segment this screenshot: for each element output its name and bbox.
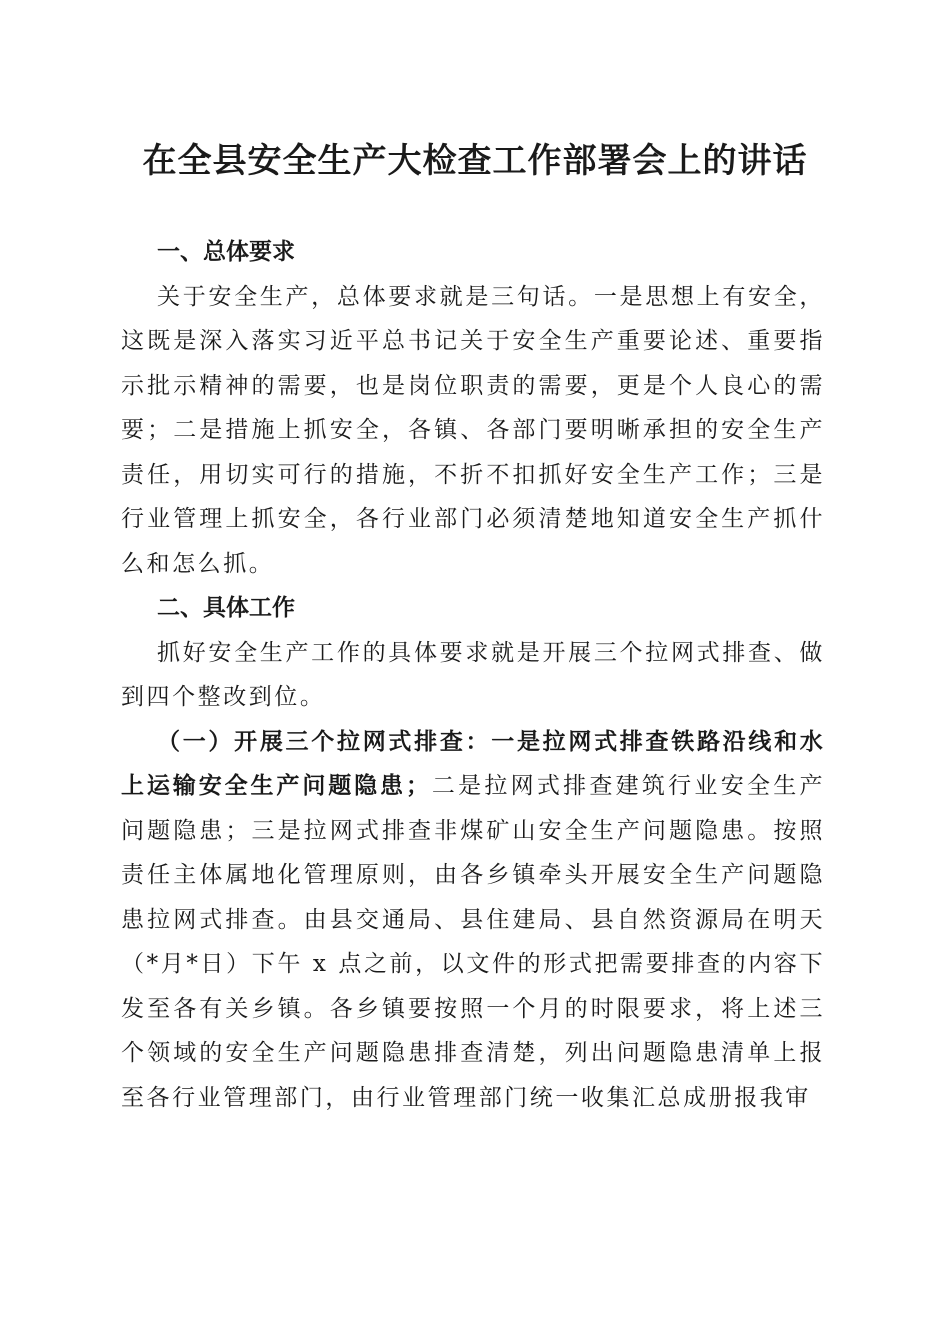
section-heading-specific-work: 二、具体工作 [157,595,295,621]
document-body [121,230,825,1120]
paragraph-item-one [121,720,825,1121]
paragraph-overall-requirements: 关于安全生产，总体要求就是三句话。一是思想上有安全，这既是深入落实习近平总书记关于安全生产重要论述、重要指示批示精神的需要，也是岗位职责的需要，更是个人良心的需要；二是措施上抓安全，各镇、各部门要明晰承担的安全生产责任，用切实可行的措施，不折不扣抓好安全生产工作；三是行业管理上抓安全，各行业部门必须清楚地知道安全生产抓什么和怎么抓。 [121,283,825,577]
item-one-lead: （一）开展三个拉网式排查： [157,728,492,755]
item-one-lead-detail: 一是拉网式排查铁路沿线和水上运输安全生产问题隐患； [121,728,825,799]
section-heading-overall-requirements: 一、总体要求 [157,239,295,265]
item-one-body: 二是拉网式排查建筑行业安全生产问题隐患；三是拉网式排查非煤矿山安全生产问题隐患。按照责任主体属地化管理原则，由各乡镇牵头开展安全生产问题隐患拉网式排查。由县交通局、县住建局、县自然资源局在明天（*月*日）下午 x 点之前，以文件的形式把需要排查的内容下发至各有关乡镇。各乡镇要按照一个月的时限要求，将上述三个领域的安全生产问题隐患排查清楚，列出问题隐患清单上报至各行业管理部门，由行业管理部门统一收集汇总成册报我审 [121,773,826,1111]
paragraph-specific-work-intro: 抓好安全生产工作的具体要求就是开展三个拉网式排查、做到四个整改到位。 [121,639,825,710]
document-title: 在全县安全生产大检查工作部署会上的讲话 [142,141,808,181]
